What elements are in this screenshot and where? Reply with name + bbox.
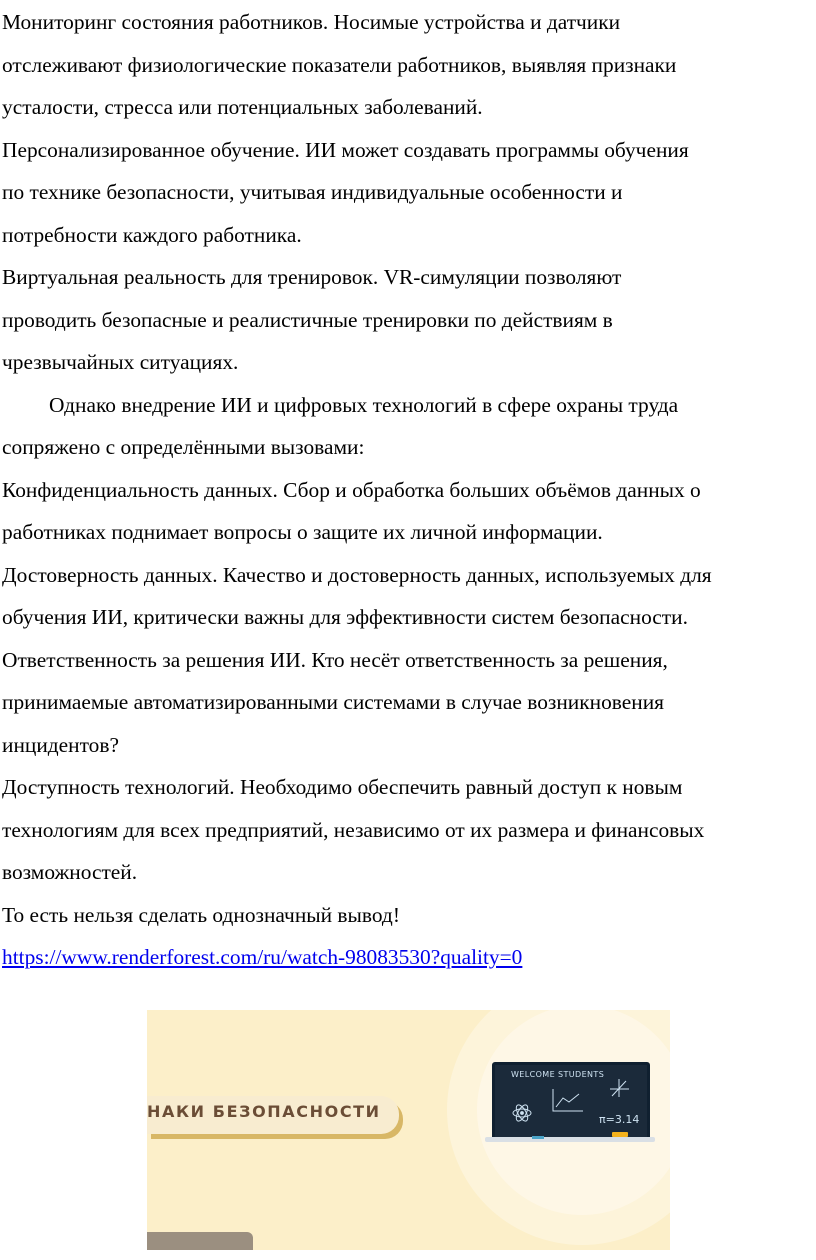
bottom-tab (147, 1232, 253, 1250)
paragraph-line: работниках поднимает вопросы о защите их личной информации. (2, 520, 603, 544)
formula-text: π=3.14 (599, 1113, 640, 1126)
chalkboard (492, 1062, 650, 1142)
paragraph-line: усталости, стресса или потенциальных заболеваний. (2, 95, 483, 119)
paragraph-line: Виртуальная реальность для тренировок. VR-симуляции позволяют (2, 265, 622, 289)
paragraph-line: Конфиденциальность данных. Сбор и обработка больших объёмов данных о (2, 477, 701, 502)
paragraph-line: возможностей. (2, 860, 138, 884)
document-body (2, 1, 814, 979)
video-thumbnail[interactable] (147, 1010, 670, 1250)
atom-icon (513, 1103, 531, 1123)
paragraph-line: Ответственность за решения ИИ. Кто несёт ответственность за решения, (2, 647, 668, 672)
paragraph-line: потребности каждого работника. (2, 222, 302, 247)
graph-icon (553, 1089, 583, 1111)
eraser (612, 1132, 628, 1137)
paragraph-line: Доступность технологий. Необходимо обеспечить равный доступ к новым (2, 775, 683, 799)
video-link[interactable]: https://www.renderforest.com/ru/watch-98083530?quality=0 (2, 945, 523, 969)
paragraph-line: сопряжено с определёнными вызовами: (2, 435, 365, 459)
paragraph-line: Персонализированное обучение. ИИ может создавать программы обучения (2, 137, 689, 162)
paragraph-line: обучения ИИ, критически важны для эффективности систем безопасности. (2, 605, 688, 629)
paragraph-line: То есть нельзя сделать однозначный вывод! (2, 902, 400, 927)
paragraph-line: Достоверность данных. Качество и достоверность данных, используемых для (2, 562, 712, 587)
board-title: WELCOME STUDENTS (511, 1070, 605, 1079)
paragraph-line: проводить безопасные и реалистичные тренировки по действиям в (2, 307, 613, 332)
paragraph-line: по технике безопасности, учитывая индивидуальные особенности и (2, 180, 623, 204)
axes-icon (610, 1079, 629, 1097)
paragraph-line: чрезвычайных ситуациях. (2, 350, 239, 374)
chalk-drawings-icon (495, 1065, 647, 1139)
paragraph-line: Мониторинг состояния работников. Носимые устройства и датчики (2, 10, 621, 34)
banner-text: НАКИ БЕЗОПАСНОСТИ (147, 1102, 381, 1121)
paragraph-line: отслеживают физиологические показатели работников, выявляя признаки (2, 52, 677, 77)
chalk-piece (532, 1136, 544, 1139)
paragraph-line: принимаемые автоматизированными системами в случае возникновения (2, 690, 664, 714)
board-ledge (485, 1137, 655, 1142)
paragraph-line: инцидентов? (2, 732, 119, 757)
link-line (2, 936, 814, 979)
paragraph-line: Однако внедрение ИИ и цифровых технологий в сфере охраны труда (49, 392, 679, 417)
paragraph-line: технологиям для всех предприятий, независимо от их размера и финансовых (2, 817, 705, 842)
